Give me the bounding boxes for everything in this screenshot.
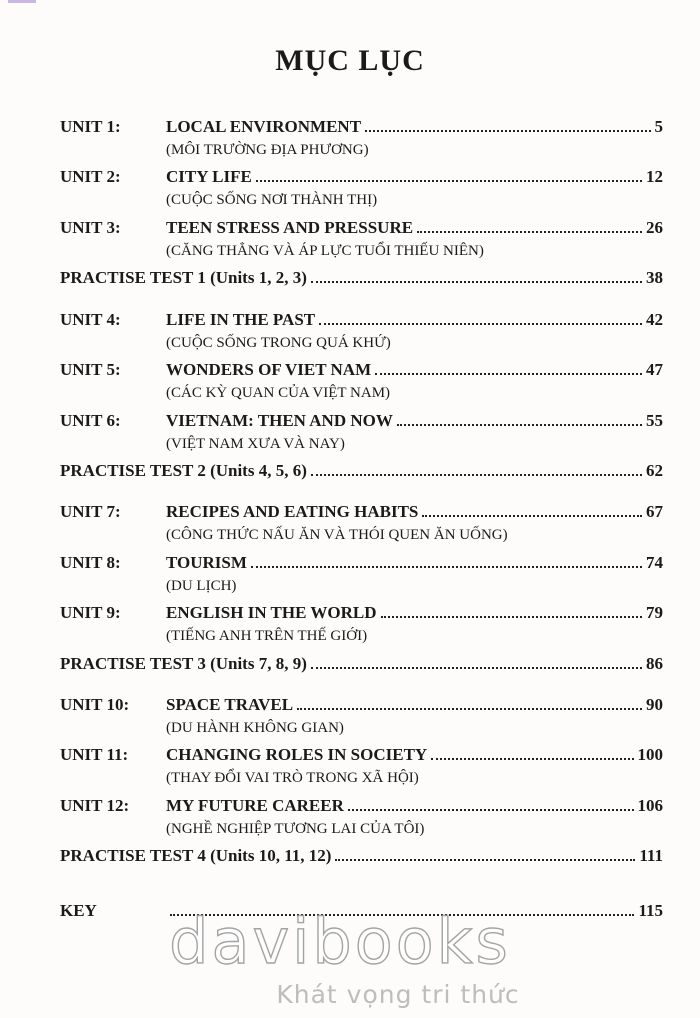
toc-entry-subtitle: (THAY ĐỔI VAI TRÒ TRONG XÃ HỘI) — [166, 770, 419, 786]
toc-entry-title: PRACTISE TEST 4 (Units 10, 11, 12) — [60, 846, 332, 865]
toc-entry-label: KEY — [60, 901, 97, 920]
toc-entry-title: MY FUTURE CAREER — [166, 796, 344, 815]
toc-entry-subtitle: (CĂNG THẲNG VÀ ÁP LỰC TUỔI THIẾU NIÊN) — [166, 243, 484, 259]
toc-entry-label: UNIT 9: — [60, 603, 121, 622]
toc-entry — [60, 167, 663, 189]
toc-entry — [60, 603, 663, 625]
toc-entry-title: WONDERS OF VIET NAM — [166, 360, 372, 379]
toc-entry-page: 115 — [638, 901, 663, 920]
toc-entry-page: 38 — [646, 268, 663, 287]
dot-leader — [348, 796, 634, 811]
corner-mark — [8, 0, 36, 3]
toc-entry-page: 111 — [639, 846, 663, 865]
toc-entry-subtitle: (VIỆT NAM XƯA VÀ NAY) — [166, 436, 345, 452]
toc-entry-page: 106 — [637, 796, 663, 815]
toc-entry-subtitle: (CUỘC SỐNG TRONG QUÁ KHỨ) — [166, 335, 391, 351]
toc-entry-page: 12 — [646, 167, 663, 186]
toc-entry — [60, 695, 663, 717]
dot-leader — [311, 461, 642, 476]
toc-entry-title: PRACTISE TEST 1 (Units 1, 2, 3) — [60, 268, 307, 287]
toc-entry-label: UNIT 6: — [60, 411, 121, 430]
toc-entry — [60, 796, 663, 818]
toc-entry — [60, 461, 663, 483]
toc-entry-subtitle: (NGHỀ NGHIỆP TƯƠNG LAI CỦA TÔI) — [166, 821, 425, 837]
toc-entry — [60, 117, 663, 139]
toc-entry-page: 26 — [646, 218, 663, 237]
toc-entry — [60, 268, 663, 290]
toc-entry-label: UNIT 2: — [60, 167, 121, 186]
toc-entry-title: CHANGING ROLES IN SOCIETY — [166, 745, 428, 764]
toc-entry — [60, 360, 663, 382]
toc-entry-subtitle: (MÔI TRƯỜNG ĐỊA PHƯƠNG) — [166, 142, 369, 158]
toc-entry-page: 86 — [646, 654, 663, 673]
toc-entry-page: 90 — [646, 695, 663, 714]
toc-entry-subtitle: (CUỘC SỐNG NƠI THÀNH THỊ) — [166, 192, 378, 208]
toc-entry-page: 79 — [646, 603, 663, 622]
toc-entry — [60, 846, 663, 868]
toc-entry-subtitle: (DU HÀNH KHÔNG GIAN) — [166, 720, 344, 736]
toc-entry-title: PRACTISE TEST 3 (Units 7, 8, 9) — [60, 654, 307, 673]
toc-entry — [60, 654, 663, 676]
dot-leader — [381, 603, 642, 618]
toc-entry — [60, 502, 663, 524]
toc-entry — [60, 553, 663, 575]
toc-entry-label: UNIT 8: — [60, 553, 121, 572]
dot-leader — [422, 502, 642, 517]
watermark-tagline: Khát vọng tri thức — [276, 980, 520, 1009]
dot-leader — [397, 411, 642, 426]
dot-leader — [311, 654, 642, 669]
toc-entry-title: RECIPES AND EATING HABITS — [166, 502, 419, 521]
toc-entry-page: 62 — [646, 461, 663, 480]
dot-leader — [251, 553, 642, 568]
dot-leader — [335, 846, 635, 861]
toc-entry-label: UNIT 11: — [60, 745, 129, 764]
toc-entry-title: SPACE TRAVEL — [166, 695, 294, 714]
toc-entry-label: UNIT 3: — [60, 218, 121, 237]
toc-entry-label: UNIT 5: — [60, 360, 121, 379]
toc-entry-subtitle: (DU LỊCH) — [166, 578, 237, 594]
toc-entry-page: 67 — [646, 502, 663, 521]
toc-entry-title: TOURISM — [166, 553, 247, 572]
toc-entry-page: 100 — [637, 745, 663, 764]
toc-entry-label: UNIT 12: — [60, 796, 130, 815]
toc-entry — [60, 745, 663, 767]
toc-entry — [60, 310, 663, 332]
toc-entry-label: UNIT 1: — [60, 117, 121, 136]
dot-leader — [365, 117, 650, 132]
toc-entry-title: TEEN STRESS AND PRESSURE — [166, 218, 414, 237]
toc-entry-title: LIFE IN THE PAST — [166, 310, 316, 329]
dot-leader — [431, 745, 633, 760]
toc-entry-page: 42 — [646, 310, 663, 329]
toc-entry-page: 55 — [646, 411, 663, 430]
toc-entry-title: VIETNAM: THEN AND NOW — [166, 411, 393, 430]
dot-leader — [417, 218, 642, 233]
toc-entry-title: CITY LIFE — [166, 167, 252, 186]
dot-leader — [256, 167, 642, 182]
toc-entry-subtitle: (CÔNG THỨC NẤU ĂN VÀ THÓI QUEN ĂN UỐNG) — [166, 527, 508, 543]
toc-entry-label: UNIT 4: — [60, 310, 121, 329]
toc-entry-page: 5 — [654, 117, 663, 136]
toc-entry-label: UNIT 10: — [60, 695, 130, 714]
watermark-brand: davibooks — [169, 905, 511, 978]
dot-leader — [319, 310, 642, 325]
toc-entry-title: LOCAL ENVIRONMENT — [166, 117, 362, 136]
toc-entry-subtitle: (TIẾNG ANH TRÊN THẾ GIỚI) — [166, 628, 368, 644]
dot-leader — [297, 695, 642, 710]
toc-entry-title: ENGLISH IN THE WORLD — [166, 603, 377, 622]
toc-entry — [60, 218, 663, 240]
toc-entry-title: PRACTISE TEST 2 (Units 4, 5, 6) — [60, 461, 307, 480]
toc-entry-subtitle: (CÁC KỲ QUAN CỦA VIỆT NAM) — [166, 385, 391, 401]
toc-entry — [60, 411, 663, 433]
toc-entry-page: 74 — [646, 553, 663, 572]
dot-leader — [375, 360, 642, 375]
toc-entry-label: UNIT 7: — [60, 502, 121, 521]
dot-leader — [311, 268, 642, 283]
toc-entry-page: 47 — [646, 360, 663, 379]
page-title: MỤC LỤC — [275, 44, 425, 77]
